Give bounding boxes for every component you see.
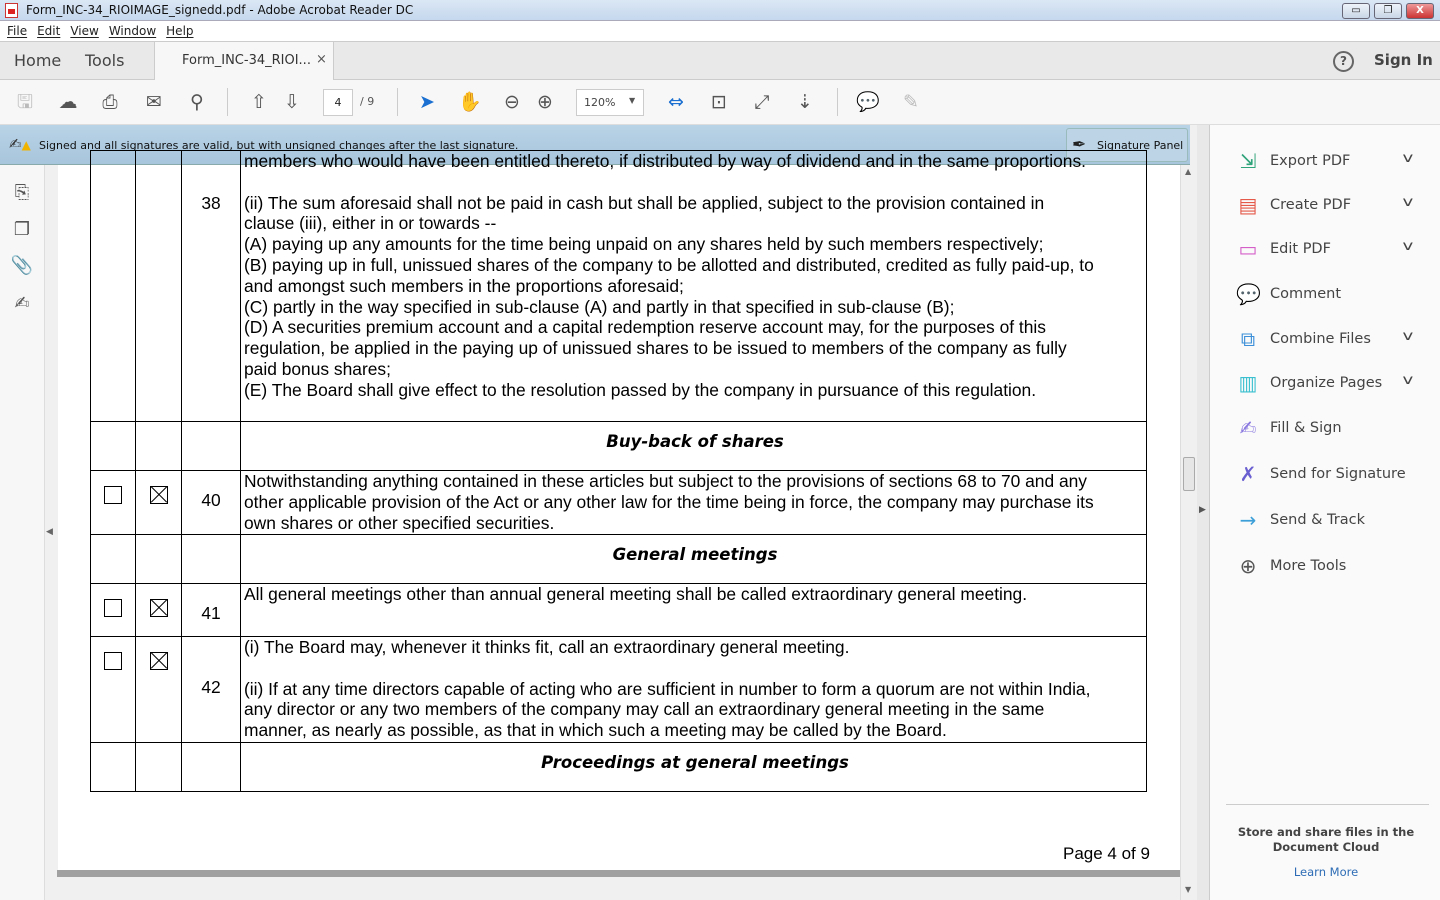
chevron-down-icon[interactable]: v <box>1402 373 1414 388</box>
tool-label: Organize Pages <box>1270 375 1383 391</box>
fit-page-icon[interactable]: ⊡ <box>711 91 727 113</box>
pdf-app-icon <box>5 3 18 18</box>
tool-send-track[interactable] <box>1236 506 1426 536</box>
fill-sign-icon: ✍ <box>1239 416 1257 440</box>
text-line: own shares or other specified securities. <box>244 512 555 533</box>
restore-button[interactable]: ❐ <box>1374 3 1402 19</box>
checkbox-cell <box>91 151 136 422</box>
text-line <box>244 172 1146 193</box>
text-cell: Proceedings at general meetings <box>241 743 1147 792</box>
text-cell: Buy-back of shares <box>241 422 1147 471</box>
number-cell <box>182 637 241 743</box>
tool-more-tools[interactable] <box>1236 552 1426 582</box>
text-line: and amongst such members in the proportions aforesaid; <box>244 275 684 296</box>
tab-document[interactable] <box>154 42 334 80</box>
toolbar <box>0 80 1440 125</box>
divider <box>227 88 228 116</box>
checkbox-cell <box>136 743 182 792</box>
checkbox-cell <box>136 422 182 471</box>
table-row <box>91 471 1147 535</box>
left-navigation-pane <box>0 165 45 900</box>
clause-number: 42 <box>201 677 221 697</box>
text-line: (A) paying up any amounts for the time being unpaid on any shares held by such members respectively; <box>244 234 1044 255</box>
page-number-input[interactable]: 4 <box>323 89 353 116</box>
checkbox-cell <box>91 471 136 535</box>
signature-pen-icon: ✒ <box>1072 135 1087 155</box>
tool-comment[interactable] <box>1236 280 1426 310</box>
scrollbar-thumb[interactable] <box>1183 457 1195 491</box>
text-line: (C) partly in the way specified in sub-clause (A) and partly in that specified in sub-clause (B); <box>244 296 955 317</box>
help-icon[interactable]: ? <box>1333 51 1354 72</box>
checkbox-crossed[interactable] <box>150 652 168 670</box>
previous-page-icon[interactable]: ⇧ <box>251 91 267 113</box>
checkbox-crossed[interactable] <box>150 599 168 617</box>
email-icon[interactable]: ✉ <box>146 91 162 113</box>
tool-organize-pages[interactable] <box>1236 369 1426 399</box>
tool-label: More Tools <box>1270 558 1347 574</box>
signature-warning-icon: ✍▲ <box>9 135 31 153</box>
table-row <box>91 535 1147 584</box>
signature-icon[interactable]: ✍ <box>14 293 30 314</box>
divider <box>397 88 398 116</box>
text-line <box>244 658 1146 679</box>
page-total: / 9 <box>360 95 375 108</box>
checkbox-cell <box>136 637 182 743</box>
text-line: All general meetings other than annual general meeting shall be called extraordinary general meeting. <box>244 584 1028 604</box>
clause-number: 40 <box>201 490 221 510</box>
checkbox-unchecked[interactable] <box>104 486 122 504</box>
learn-more-link[interactable]: Learn More <box>1293 865 1359 879</box>
text-line: paid bonus shares; <box>244 358 391 379</box>
tools-pane <box>1210 125 1440 900</box>
checkbox-cell <box>91 584 136 637</box>
checkbox-cell <box>91 422 136 471</box>
menu-file[interactable]: File <box>7 24 28 38</box>
next-page-icon[interactable]: ⇩ <box>284 91 300 113</box>
checkbox-cell <box>91 743 136 792</box>
tool-send-for-signature[interactable] <box>1236 460 1426 490</box>
tab-bar <box>0 42 1440 80</box>
checkbox-unchecked[interactable] <box>104 652 122 670</box>
divider <box>1226 804 1429 805</box>
text-line: (E) The Board shall give effect to the resolution passed by the company in pursuance of this regulation. <box>244 379 1037 400</box>
clause-number: 41 <box>201 603 221 623</box>
select-cursor-icon[interactable]: ➤ <box>419 91 435 113</box>
number-cell <box>182 743 241 792</box>
zoom-in-icon[interactable]: ⊕ <box>537 91 553 113</box>
chevron-down-icon[interactable]: v <box>1402 329 1414 344</box>
chevron-down-icon[interactable]: v <box>1402 239 1414 254</box>
checkbox-unchecked[interactable] <box>104 599 122 617</box>
send-for-signature-icon: ✗ <box>1239 462 1257 486</box>
text-line: Notwithstanding anything contained in these articles but subject to the provisions of sections 68 to 70 and any <box>244 471 1088 491</box>
number-cell <box>182 471 241 535</box>
expand-right-arrow-icon[interactable]: ▶ <box>1199 505 1206 515</box>
divider <box>837 88 838 116</box>
text-line: members who would have been entitled thereto, if distributed by way of dividend and in the same proportions. <box>244 151 1087 171</box>
tool-create-pdf[interactable] <box>1236 191 1426 221</box>
table-row <box>91 422 1147 471</box>
text-line: (i) The Board may, whenever it thinks fit, call an extraordinary general meeting. <box>244 637 850 657</box>
signature-panel-label: Signature Panel <box>1097 139 1184 152</box>
hand-tool-icon[interactable]: ✋ <box>458 91 482 113</box>
copy-pages-icon[interactable]: ❐ <box>13 219 31 240</box>
right-pane-toggle[interactable] <box>1197 125 1210 900</box>
text-line: other applicable provision of the Act or any other law for the time being in force, the company may purchase its <box>244 491 1094 512</box>
vertical-scrollbar[interactable] <box>1180 165 1197 900</box>
checkbox-cell <box>136 471 182 535</box>
checkbox-cell <box>91 637 136 743</box>
signature-status-message: Signed and all signatures are valid, but with unsigned changes after the last signature. <box>39 139 519 152</box>
menu-help[interactable]: Help <box>166 24 194 38</box>
close-window-button[interactable]: X <box>1406 3 1434 19</box>
number-cell <box>182 422 241 471</box>
tool-combine-files[interactable] <box>1236 325 1426 355</box>
tool-label: Create PDF <box>1270 197 1352 213</box>
minimize-button[interactable]: ▭ <box>1342 3 1370 19</box>
table-row <box>91 151 1147 422</box>
text-cell <box>241 637 1147 743</box>
upload-cloud-icon[interactable]: ☁ <box>58 91 78 113</box>
scroll-down-icon[interactable]: ▼ <box>1185 885 1192 894</box>
full-screen-icon[interactable]: ⤢ <box>754 91 770 113</box>
edit-pdf-icon: ▭ <box>1238 237 1258 261</box>
text-line: manner, as nearly as possible, as that in which such a meeting may be called by the Board. <box>244 720 947 741</box>
combine-files-icon: ⧉ <box>1240 327 1256 351</box>
title-bar <box>0 0 1440 21</box>
zoom-out-icon[interactable]: ⊖ <box>504 91 520 113</box>
table-row <box>91 637 1147 743</box>
menu-window[interactable]: Window <box>108 24 157 38</box>
save-icon[interactable]: 🖫 <box>16 91 34 113</box>
number-cell <box>182 151 241 422</box>
menu-view[interactable]: View <box>70 24 99 38</box>
tool-label: Fill & Sign <box>1270 420 1342 436</box>
export-pdf-icon: ⇲ <box>1239 149 1257 173</box>
document-cloud-promo: Store and share files in the Document Cloud <box>1237 825 1415 854</box>
page-footer: Page 4 of 9 <box>1063 844 1150 863</box>
page-edge <box>57 870 1180 877</box>
tool-edit-pdf[interactable] <box>1236 235 1426 265</box>
clause-number: 38 <box>201 193 221 213</box>
checkbox-crossed[interactable] <box>150 486 168 504</box>
number-cell <box>182 584 241 637</box>
text-cell: General meetings <box>241 535 1147 584</box>
attachment-icon[interactable]: 📎 <box>10 255 34 276</box>
sign-in-button[interactable]: Sign In <box>1374 51 1433 69</box>
page-thumbnails-icon[interactable]: ⎘ <box>14 182 30 203</box>
tool-label: Comment <box>1270 286 1342 302</box>
text-line: regulation, be applied in the paying up of unissued shares to be issued to members of the company as fully <box>244 338 1067 359</box>
tool-fill-sign[interactable] <box>1236 414 1426 444</box>
comment-icon[interactable]: 💬 <box>856 91 880 113</box>
checkbox-cell <box>91 535 136 584</box>
menu-edit[interactable]: Edit <box>37 24 61 38</box>
collapse-left-arrow-icon[interactable]: ◀ <box>46 527 53 537</box>
chevron-down-icon[interactable]: v <box>1402 151 1414 166</box>
menu-bar <box>0 21 1440 42</box>
tool-label: Send & Track <box>1270 512 1365 528</box>
zoom-value: 120% <box>584 96 616 109</box>
tool-label: Combine Files <box>1270 331 1371 347</box>
fit-width-icon[interactable]: ⇔ <box>668 91 684 113</box>
more-tools-icon: ⊕ <box>1239 554 1257 578</box>
zoom-select[interactable] <box>576 89 644 116</box>
table-row <box>91 743 1147 792</box>
document-tab-label: Form_INC-34_RIOI... <box>182 53 311 68</box>
comment-icon: 💬 <box>1236 282 1261 306</box>
read-mode-icon[interactable]: ⇣ <box>797 91 813 113</box>
tab-tools[interactable]: Tools <box>85 51 125 70</box>
text-line: (B) paying up in full, unissued shares of the company to be allotted and distributed, credited as fully paid-up, to <box>244 254 1094 275</box>
tool-label: Send for Signature <box>1270 466 1406 482</box>
create-pdf-icon: ▤ <box>1238 193 1258 217</box>
number-cell <box>182 535 241 584</box>
highlight-pen-icon[interactable]: ✎ <box>903 91 919 113</box>
table-row <box>91 584 1147 637</box>
text-line: any director or any two members of the company may call an extraordinary general meeting in the same <box>244 699 1045 720</box>
window-title: Form_INC-34_RIOIMAGE_signedd.pdf - Adobe Acrobat Reader DC <box>26 3 414 17</box>
checkbox-cell <box>136 535 182 584</box>
close-tab-icon[interactable]: × <box>316 52 327 67</box>
text-cell <box>241 471 1147 535</box>
tool-label: Export PDF <box>1270 153 1351 169</box>
text-line: (ii) The sum aforesaid shall not be paid in cash but shall be applied, subject to the provision contained in <box>244 192 1045 213</box>
text-line: (ii) If at any time directors capable of acting who are sufficient in number to form a quorum are not within India, <box>244 678 1091 699</box>
text-cell <box>241 584 1147 637</box>
search-icon[interactable]: ⚲ <box>190 91 204 113</box>
tool-label: Edit PDF <box>1270 241 1331 257</box>
checkbox-cell <box>136 151 182 422</box>
text-cell <box>241 151 1147 422</box>
text-line: clause (iii), either in or towards -- <box>244 213 497 234</box>
checkbox-cell <box>136 584 182 637</box>
scroll-up-icon[interactable]: ▲ <box>1185 167 1192 176</box>
articles-table <box>90 150 1147 792</box>
text-line: (D) A securities premium account and a capital redemption reserve account may, for the purposes of this <box>244 317 1046 338</box>
send-track-icon: → <box>1239 508 1257 532</box>
print-icon[interactable]: ⎙ <box>102 91 118 113</box>
tab-home[interactable]: Home <box>14 51 62 70</box>
tool-export-pdf[interactable] <box>1236 147 1426 177</box>
organize-pages-icon: ▥ <box>1238 371 1258 395</box>
chevron-down-icon: ▼ <box>629 96 636 105</box>
chevron-down-icon[interactable]: v <box>1402 195 1414 210</box>
